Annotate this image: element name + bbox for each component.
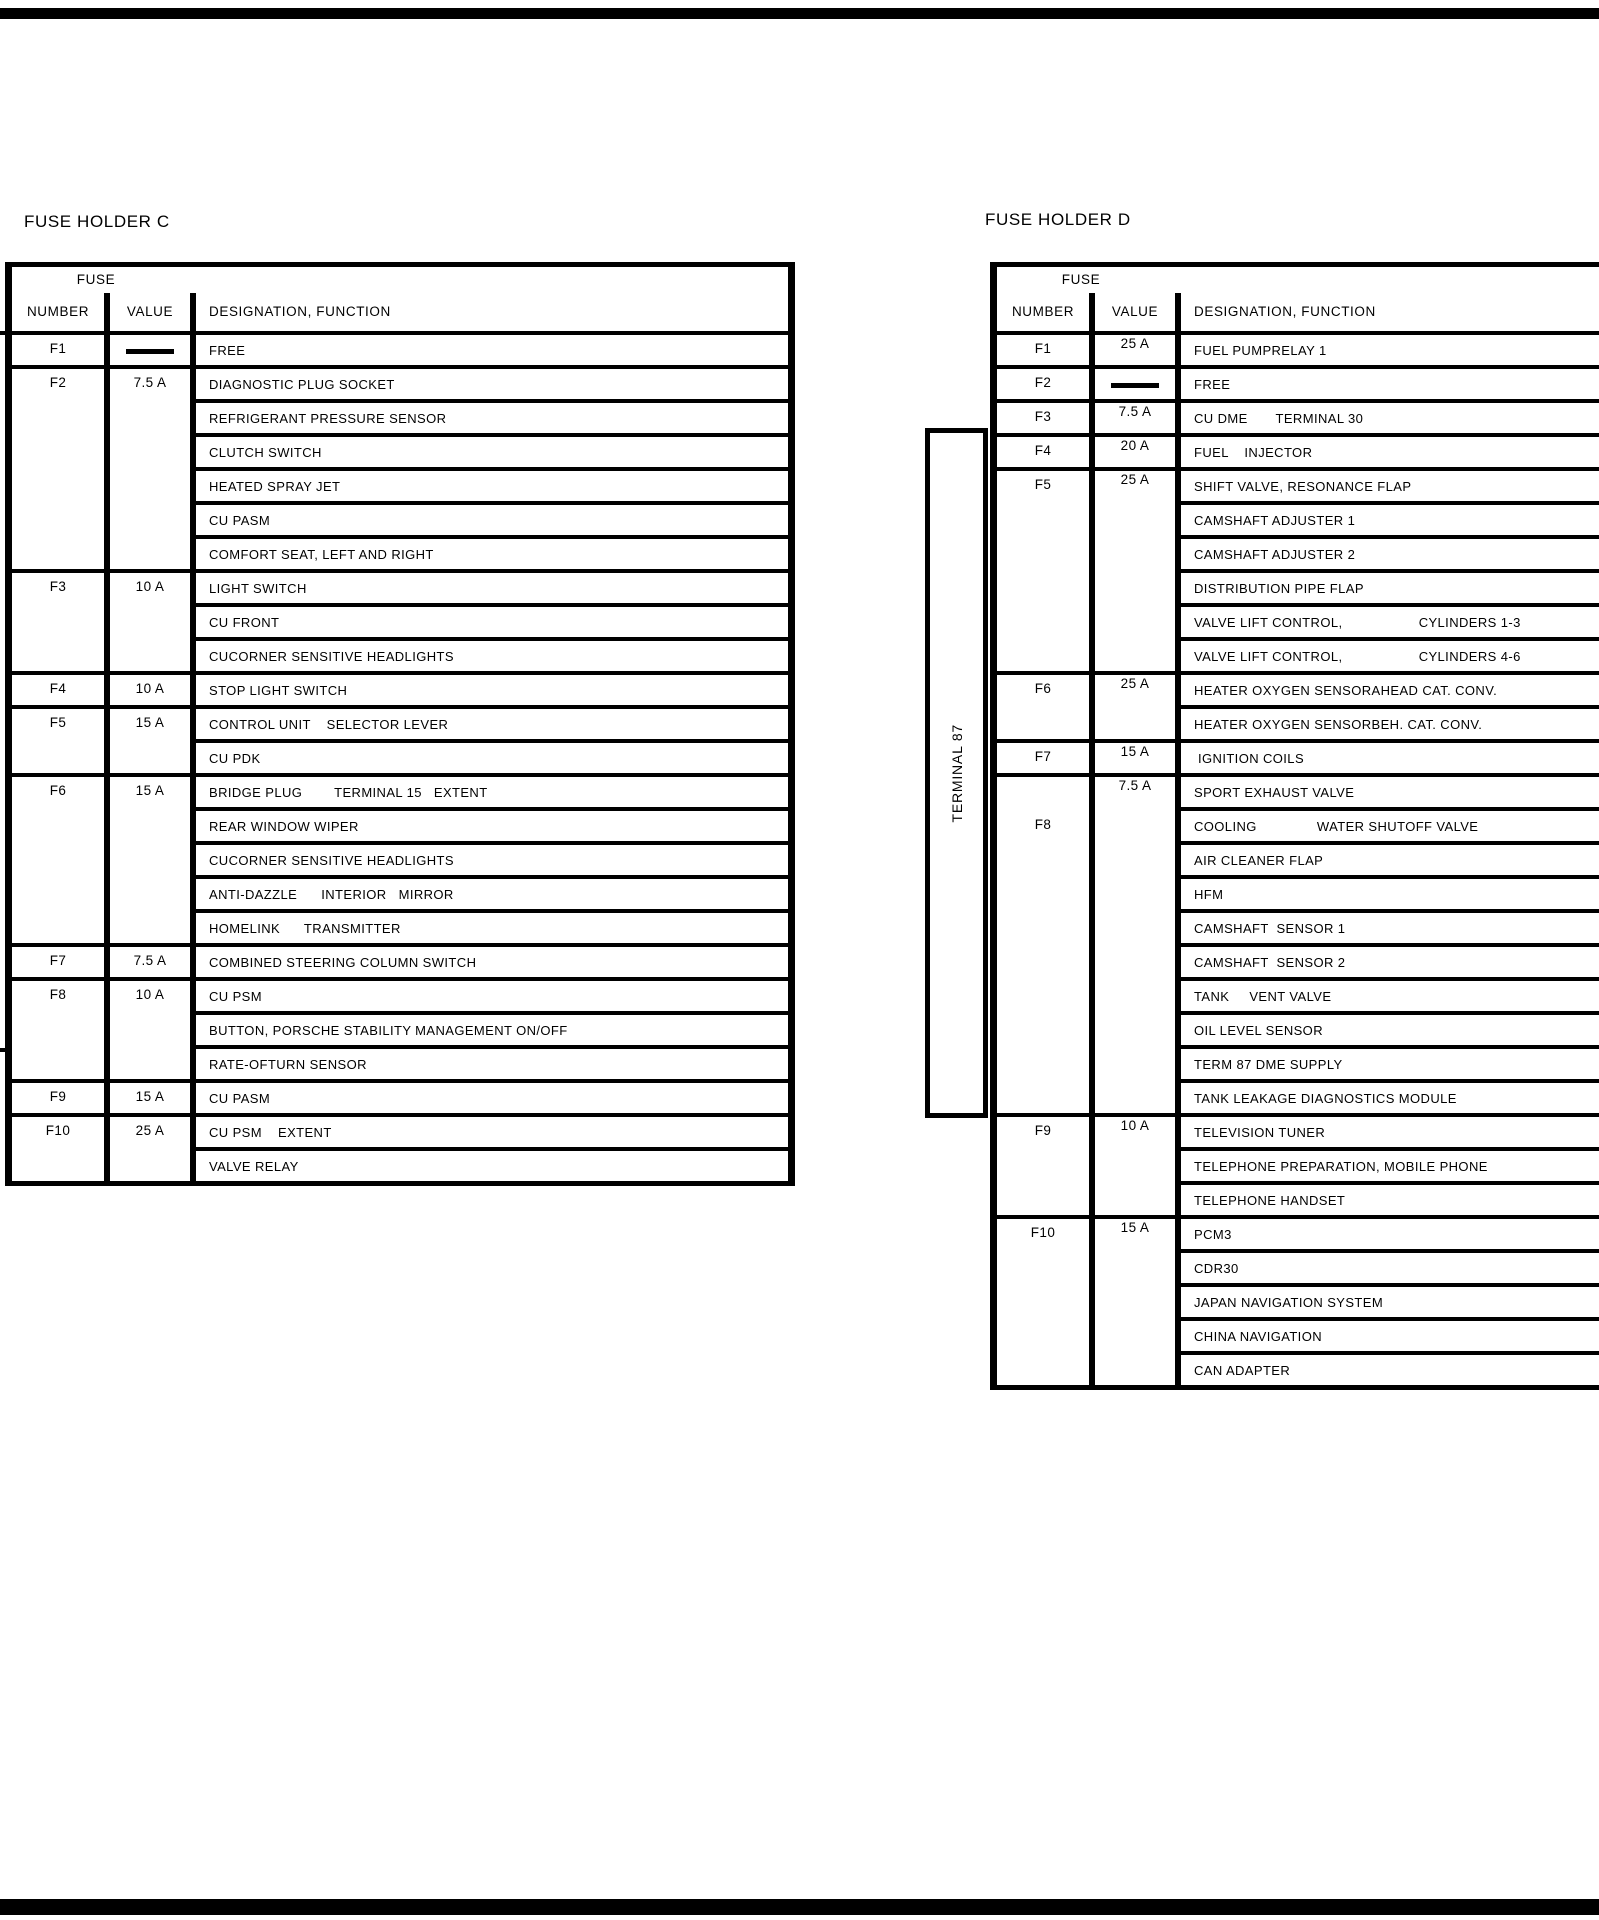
designation-row: HFM (1181, 875, 1599, 909)
fuse-value: 7.5 A (1118, 778, 1152, 793)
designation-column (196, 947, 788, 977)
designation-column (1181, 403, 1599, 433)
fuse-value: 15 A (1120, 744, 1150, 759)
fuse-group-row (997, 739, 1599, 773)
designation-row: COMFORT SEAT, LEFT AND RIGHT (196, 535, 788, 569)
fuse-value: 25 A (1120, 472, 1150, 487)
designation-column (1181, 471, 1599, 671)
fuse-number: F4 (1034, 443, 1052, 458)
table-header (12, 267, 788, 331)
designation-row: DIAGNOSTIC PLUG SOCKET (209, 376, 395, 392)
designation-row: TELEPHONE HANDSET (1181, 1181, 1599, 1215)
fuse-number: F3 (49, 579, 67, 594)
fuse-group-row (997, 331, 1599, 365)
fuse-number: F6 (1034, 681, 1052, 696)
designation-row: TELEPHONE PREPARATION, MOBILE PHONE (1181, 1147, 1599, 1181)
designation-row: FUEL INJECTOR (1194, 444, 1313, 460)
fuse-number-cell (997, 675, 1095, 739)
fuse-number: F8 (1034, 817, 1052, 832)
fuse-group-row (997, 773, 1599, 1113)
fuse-value: 15 A (135, 783, 165, 798)
fuse-number-cell (997, 1219, 1095, 1385)
designation-row: TERM 87 DME SUPPLY (1181, 1045, 1599, 1079)
fuse-value-cell (1095, 743, 1181, 773)
fuse-number-cell (997, 1117, 1095, 1215)
fuse-value: 15 A (135, 1089, 165, 1104)
fuse-group-row (997, 1113, 1599, 1215)
fuse-holder-c-title: FUSE HOLDER C (24, 212, 170, 231)
designation-row: FUEL PUMPRELAY 1 (1194, 342, 1327, 358)
fuse-group-row (12, 365, 788, 569)
fuse-number: F10 (1030, 1225, 1056, 1240)
fuse-group-row (12, 943, 788, 977)
designation-column-header: DESIGNATION, FUNCTION (209, 304, 391, 319)
fuse-number-cell (997, 437, 1095, 467)
designation-row: REFRIGERANT PRESSURE SENSOR (196, 399, 788, 433)
fuse-number: F2 (1034, 375, 1052, 390)
fuse-group-row (12, 773, 788, 943)
designation-column (196, 573, 788, 671)
designation-row: VALVE RELAY (196, 1147, 788, 1181)
designation-row: CHINA NAVIGATION (1181, 1317, 1599, 1351)
fuse-group-row (12, 705, 788, 773)
designation-row: COMBINED STEERING COLUMN SWITCH (209, 954, 477, 970)
bottom-border-bar (0, 1899, 1599, 1915)
designation-row: CU FRONT (196, 603, 788, 637)
fuse-value-cell (110, 777, 196, 943)
fuse-value: 10 A (1120, 1118, 1150, 1133)
designation-row: HOMELINK TRANSMITTER (196, 909, 788, 943)
designation-row: CONTROL UNIT SELECTOR LEVER (209, 716, 449, 732)
fuse-value-cell (1095, 369, 1181, 399)
fuse-number: F5 (49, 715, 67, 730)
fuse-number: F1 (1034, 341, 1052, 356)
fuse-group-row (997, 467, 1599, 671)
fuse-header-label: FUSE (1061, 272, 1101, 287)
fuse-value: 20 A (1120, 438, 1150, 453)
designation-row: BRIDGE PLUG TERMINAL 15 EXTENT (209, 784, 488, 800)
designation-column (196, 777, 788, 943)
designation-row: HEATER OXYGEN SENSORAHEAD CAT. CONV. (1194, 682, 1498, 698)
terminal-87-bracket (925, 428, 988, 1118)
no-fuse-dash (1111, 383, 1159, 388)
table-header (997, 267, 1599, 331)
fuse-number-cell (12, 777, 110, 943)
fuse-number-cell (997, 743, 1095, 773)
fuse-number: F10 (45, 1123, 71, 1138)
value-column-header: VALUE (1095, 293, 1181, 331)
fuse-number-cell (12, 1083, 110, 1113)
fuse-value-cell (110, 573, 196, 671)
fuse-value-cell (1095, 1117, 1181, 1215)
designation-row: CAN ADAPTER (1181, 1351, 1599, 1385)
fuse-header-label: FUSE (76, 272, 116, 287)
fuse-number-cell (12, 981, 110, 1079)
fuse-value-cell (1095, 403, 1181, 433)
fuse-value-cell (1095, 437, 1181, 467)
fuse-group-row (12, 1079, 788, 1113)
fuse-value-cell (110, 335, 196, 365)
designation-row: COOLING WATER SHUTOFF VALVE (1181, 807, 1599, 841)
designation-row: CU PASM (196, 501, 788, 535)
designation-row: CU PSM (209, 988, 262, 1004)
designation-row: CU PASM (209, 1090, 271, 1106)
fuse-value: 25 A (1120, 676, 1150, 691)
header-columns-row (12, 293, 788, 331)
fuse-value: 25 A (1120, 336, 1150, 351)
fuse-number: F9 (49, 1089, 67, 1104)
fuse-group-row (997, 433, 1599, 467)
designation-column (196, 675, 788, 705)
designation-row: STOP LIGHT SWITCH (209, 682, 348, 698)
fuse-value: 7.5 A (133, 375, 167, 390)
designation-column (1181, 369, 1599, 399)
designation-row: ANTI-DAZZLE INTERIOR MIRROR (196, 875, 788, 909)
fuse-group-row (997, 1215, 1599, 1385)
fuse-number: F7 (49, 953, 67, 968)
fuse-group-row (12, 671, 788, 705)
designation-row: PCM3 (1194, 1226, 1232, 1242)
designation-row: VALVE LIFT CONTROL, CYLINDERS 1-3 (1181, 603, 1599, 637)
fuse-holder-c-table (5, 262, 795, 1186)
top-border-bar (0, 8, 1599, 19)
fuse-number: F5 (1034, 477, 1052, 492)
fuse-group-row (997, 671, 1599, 739)
fuse-number: F2 (49, 375, 67, 390)
designation-row: CAMSHAFT ADJUSTER 1 (1181, 501, 1599, 535)
fuse-value-cell (1095, 471, 1181, 671)
designation-column (1181, 777, 1599, 1113)
designation-column (196, 981, 788, 1079)
no-fuse-dash (126, 349, 174, 354)
fuse-number-cell (12, 947, 110, 977)
designation-row: HEATER OXYGEN SENSORBEH. CAT. CONV. (1181, 705, 1599, 739)
fuse-number-cell (997, 403, 1095, 433)
fuse-group-row (12, 977, 788, 1079)
fuse-value-cell (110, 369, 196, 569)
fuse-value: 10 A (135, 987, 165, 1002)
designation-column (1181, 1117, 1599, 1215)
number-column-header: NUMBER (997, 293, 1095, 331)
designation-column (1181, 437, 1599, 467)
fuse-value: 10 A (135, 579, 165, 594)
fuse-value-cell (1095, 1219, 1181, 1385)
fuse-number-cell (12, 573, 110, 671)
fuse-group-row (997, 365, 1599, 399)
fuse-value-cell (1095, 777, 1181, 1113)
fuse-value: 25 A (135, 1123, 165, 1138)
fuse-value: 10 A (135, 681, 165, 696)
designation-row: RATE-OFTURN SENSOR (196, 1045, 788, 1079)
fuse-group-row (12, 331, 788, 365)
fuse-group-row (12, 569, 788, 671)
designation-row: CU DME TERMINAL 30 (1194, 410, 1364, 426)
fuse-number: F6 (49, 783, 67, 798)
designation-row: FREE (209, 342, 246, 358)
designation-row: CAMSHAFT ADJUSTER 2 (1181, 535, 1599, 569)
designation-column (1181, 1219, 1599, 1385)
designation-row: JAPAN NAVIGATION SYSTEM (1181, 1283, 1599, 1317)
fuse-holder-d-table (990, 262, 1599, 1390)
fuse-holder-d-title: FUSE HOLDER D (985, 210, 1131, 229)
fuse-group-row (12, 1113, 788, 1181)
fuse-value-cell (110, 981, 196, 1079)
designation-row: DISTRIBUTION PIPE FLAP (1181, 569, 1599, 603)
designation-column (1181, 675, 1599, 739)
header-fuse-row (997, 267, 1599, 293)
designation-row: AIR CLEANER FLAP (1181, 841, 1599, 875)
fuse-value-cell (1095, 335, 1181, 365)
designation-row: TANK LEAKAGE DIAGNOSTICS MODULE (1181, 1079, 1599, 1113)
designation-row: BUTTON, PORSCHE STABILITY MANAGEMENT ON/OFF (196, 1011, 788, 1045)
fuse-number: F8 (49, 987, 67, 1002)
fuse-number-cell (12, 369, 110, 569)
fuse-value-cell (110, 709, 196, 773)
number-column-header: NUMBER (12, 293, 110, 331)
designation-column-header: DESIGNATION, FUNCTION (1194, 304, 1376, 319)
fuse-value: 15 A (135, 715, 165, 730)
designation-row: OIL LEVEL SENSOR (1181, 1011, 1599, 1045)
terminal-87-label: TERMINAL 87 (948, 723, 965, 823)
fuse-number: F1 (49, 341, 67, 356)
fuse-number: F7 (1034, 749, 1052, 764)
header-columns-row (997, 293, 1599, 331)
fuse-number-cell (997, 471, 1095, 671)
designation-row: CU PDK (196, 739, 788, 773)
designation-row: TANK VENT VALVE (1181, 977, 1599, 1011)
fuse-number: F3 (1034, 409, 1052, 424)
designation-row: SHIFT VALVE, RESONANCE FLAP (1194, 478, 1412, 494)
fuse-number-cell (12, 675, 110, 705)
designation-row: LIGHT SWITCH (209, 580, 307, 596)
fuse-group-row (997, 399, 1599, 433)
designation-row: CDR30 (1181, 1249, 1599, 1283)
value-column-header: VALUE (110, 293, 196, 331)
designation-row: CUCORNER SENSITIVE HEADLIGHTS (196, 637, 788, 671)
designation-row: FREE (1194, 376, 1231, 392)
fuse-value: 7.5 A (1118, 404, 1152, 419)
header-fuse-row (12, 267, 788, 293)
designation-row: TELEVISION TUNER (1194, 1124, 1326, 1140)
designation-column (196, 709, 788, 773)
designation-row: IGNITION COILS (1194, 750, 1305, 766)
designation-column (196, 369, 788, 569)
designation-column (1181, 743, 1599, 773)
designation-column (196, 335, 788, 365)
designation-row: SPORT EXHAUST VALVE (1194, 784, 1355, 800)
designation-column (1181, 335, 1599, 365)
designation-row: CAMSHAFT SENSOR 1 (1181, 909, 1599, 943)
fuse-value-cell (110, 675, 196, 705)
fuse-number-cell (997, 777, 1095, 1113)
fuse-number: F9 (1034, 1123, 1052, 1138)
fuse-value: 7.5 A (133, 953, 167, 968)
fuse-number-cell (997, 369, 1095, 399)
designation-row: CAMSHAFT SENSOR 2 (1181, 943, 1599, 977)
fuse-number-cell (12, 335, 110, 365)
designation-row: CLUTCH SWITCH (196, 433, 788, 467)
fuse-value-cell (110, 947, 196, 977)
designation-column (196, 1083, 788, 1113)
designation-row: CU PSM EXTENT (209, 1124, 332, 1140)
fuse-value-cell (1095, 675, 1181, 739)
designation-row: REAR WINDOW WIPER (196, 807, 788, 841)
fuse-value-cell (110, 1083, 196, 1113)
fuse-number-cell (12, 1117, 110, 1181)
fuse-number: F4 (49, 681, 67, 696)
designation-row: CUCORNER SENSITIVE HEADLIGHTS (196, 841, 788, 875)
designation-row: HEATED SPRAY JET (196, 467, 788, 501)
fuse-number-cell (12, 709, 110, 773)
fuse-number-cell (997, 335, 1095, 365)
designation-row: VALVE LIFT CONTROL, CYLINDERS 4-6 (1181, 637, 1599, 671)
fuse-value: 15 A (1120, 1220, 1150, 1235)
designation-column (196, 1117, 788, 1181)
fuse-value-cell (110, 1117, 196, 1181)
